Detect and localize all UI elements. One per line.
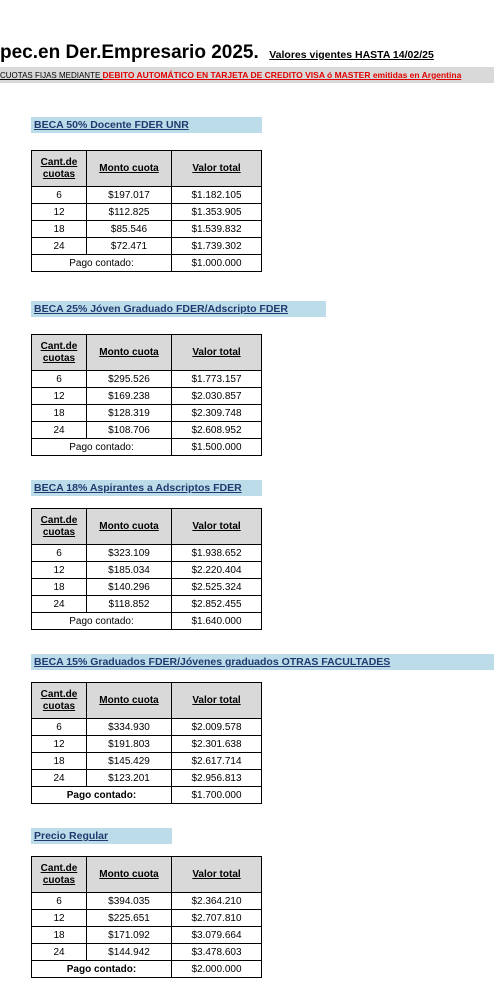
contado-value: $1.000.000	[172, 255, 262, 272]
table-row	[32, 944, 262, 961]
document-title-line	[0, 42, 434, 64]
cell-total: $2.364.210	[172, 893, 262, 910]
cell-total: $2.309.748	[172, 405, 262, 422]
cell-cuotas: 12	[32, 562, 87, 579]
notice-prefix: CUOTAS FIJAS MEDIANTE	[0, 71, 103, 80]
price-table-beca-25	[31, 334, 262, 456]
cell-monto: $144.942	[87, 944, 172, 961]
cell-cuotas: 24	[32, 596, 87, 613]
contado-row	[32, 613, 262, 630]
cell-total: $1.539.832	[172, 221, 262, 238]
header-monto: Monto cuota	[87, 509, 172, 545]
cell-monto: $112.825	[87, 204, 172, 221]
cell-monto: $171.092	[87, 927, 172, 944]
cell-monto: $118.852	[87, 596, 172, 613]
cell-cuotas: 6	[32, 719, 87, 736]
cell-monto: $225.651	[87, 910, 172, 927]
cell-cuotas: 18	[32, 579, 87, 596]
cell-monto: $191.803	[87, 736, 172, 753]
contado-label: Pago contado:	[32, 613, 172, 630]
section-header-beca-18	[31, 480, 262, 496]
cell-monto: $123.201	[87, 770, 172, 787]
contado-row	[32, 255, 262, 272]
contado-label: Pago contado:	[32, 439, 172, 456]
contado-label: Pago contado:	[32, 255, 172, 272]
cell-total: $1.773.157	[172, 371, 262, 388]
table-row	[32, 388, 262, 405]
contado-value: $1.500.000	[172, 439, 262, 456]
cell-monto: $72.471	[87, 238, 172, 255]
section-title: BECA 18% Aspirantes a Adscriptos FDER	[34, 482, 242, 494]
price-table-precio-regular	[31, 856, 262, 978]
table-row	[32, 422, 262, 439]
cell-total: $1.182.105	[172, 187, 262, 204]
table-header-row	[32, 509, 262, 545]
notice-highlight: DEBITO AUTOMÁTICO EN TARJETA DE CREDITO VISA ó MASTER emitidas en Argentina	[102, 70, 462, 80]
header-total: Valor total	[172, 683, 262, 719]
cell-monto: $140.296	[87, 579, 172, 596]
cell-monto: $323.109	[87, 545, 172, 562]
contado-row	[32, 961, 262, 978]
cell-total: $2.707.810	[172, 910, 262, 927]
table-row	[32, 927, 262, 944]
validity-date: Valores vigentes HASTA 14/02/25	[269, 49, 434, 61]
table-row	[32, 238, 262, 255]
table-row	[32, 187, 262, 204]
cell-total: $2.956.813	[172, 770, 262, 787]
section-title: BECA 15% Graduados FDER/Jóvenes graduados OTRAS FACULTADES	[34, 656, 391, 668]
cell-total: $2.617.714	[172, 753, 262, 770]
cell-cuotas: 12	[32, 736, 87, 753]
cell-cuotas: 12	[32, 388, 87, 405]
cell-monto: $394.035	[87, 893, 172, 910]
header-monto: Monto cuota	[87, 683, 172, 719]
contado-row	[32, 787, 262, 804]
cell-total: $2.220.404	[172, 562, 262, 579]
contado-label: Pago contado:	[32, 961, 172, 978]
price-table-beca-15	[31, 682, 262, 804]
table-row	[32, 596, 262, 613]
table-row	[32, 405, 262, 422]
cell-cuotas: 6	[32, 545, 87, 562]
cell-cuotas: 24	[32, 238, 87, 255]
cell-total: $3.079.664	[172, 927, 262, 944]
cell-total: $2.030.857	[172, 388, 262, 405]
table-row	[32, 719, 262, 736]
cell-total: $2.301.638	[172, 736, 262, 753]
cell-monto: $128.319	[87, 405, 172, 422]
document-title: pec.en Der.Empresario 2025.	[0, 42, 259, 63]
header-total: Valor total	[172, 335, 262, 371]
cell-monto: $108.706	[87, 422, 172, 439]
payment-notice	[0, 67, 494, 83]
cell-cuotas: 12	[32, 204, 87, 221]
cell-total: $1.739.302	[172, 238, 262, 255]
table-row	[32, 579, 262, 596]
cell-total: $2.009.578	[172, 719, 262, 736]
cell-cuotas: 6	[32, 187, 87, 204]
cell-monto: $85.546	[87, 221, 172, 238]
cell-monto: $185.034	[87, 562, 172, 579]
section-title: BECA 25% Jóven Graduado FDER/Adscripto FDER	[34, 303, 288, 315]
table-row	[32, 770, 262, 787]
cell-cuotas: 6	[32, 893, 87, 910]
table-header-row	[32, 683, 262, 719]
price-table-beca-18	[31, 508, 262, 630]
header-cuotas: Cant.de cuotas	[32, 683, 87, 719]
header-cuotas: Cant.de cuotas	[32, 509, 87, 545]
cell-cuotas: 18	[32, 405, 87, 422]
table-header-row	[32, 335, 262, 371]
header-monto: Monto cuota	[87, 857, 172, 893]
cell-cuotas: 24	[32, 944, 87, 961]
table-header-row	[32, 151, 262, 187]
table-row	[32, 893, 262, 910]
cell-cuotas: 24	[32, 770, 87, 787]
header-cuotas: Cant.de cuotas	[32, 335, 87, 371]
cell-cuotas: 12	[32, 910, 87, 927]
table-row	[32, 910, 262, 927]
header-total: Valor total	[172, 151, 262, 187]
header-monto: Monto cuota	[87, 151, 172, 187]
price-table-beca-50	[31, 150, 262, 272]
header-cuotas: Cant.de cuotas	[32, 151, 87, 187]
cell-monto: $334.930	[87, 719, 172, 736]
header-total: Valor total	[172, 857, 262, 893]
table-row	[32, 371, 262, 388]
table-row	[32, 753, 262, 770]
cell-total: $2.852.455	[172, 596, 262, 613]
section-header-beca-50	[31, 117, 262, 133]
table-row	[32, 204, 262, 221]
cell-cuotas: 18	[32, 753, 87, 770]
cell-cuotas: 18	[32, 221, 87, 238]
cell-total: $1.353.905	[172, 204, 262, 221]
section-header-precio-regular	[31, 828, 172, 844]
contado-value: $1.700.000	[172, 787, 262, 804]
cell-cuotas: 18	[32, 927, 87, 944]
section-header-beca-25	[31, 301, 326, 317]
section-title: Precio Regular	[34, 830, 109, 842]
section-header-beca-15	[31, 654, 494, 670]
contado-row	[32, 439, 262, 456]
cell-monto: $295.526	[87, 371, 172, 388]
cell-monto: $197.017	[87, 187, 172, 204]
header-cuotas: Cant.de cuotas	[32, 857, 87, 893]
cell-total: $1.938.652	[172, 545, 262, 562]
section-title: BECA 50% Docente FDER UNR	[34, 119, 189, 131]
cell-total: $2.608.952	[172, 422, 262, 439]
contado-value: $1.640.000	[172, 613, 262, 630]
cell-total: $3.478.603	[172, 944, 262, 961]
table-header-row	[32, 857, 262, 893]
contado-value: $2.000.000	[172, 961, 262, 978]
table-row	[32, 736, 262, 753]
cell-cuotas: 24	[32, 422, 87, 439]
table-row	[32, 562, 262, 579]
cell-monto: $169.238	[87, 388, 172, 405]
cell-cuotas: 6	[32, 371, 87, 388]
header-total: Valor total	[172, 509, 262, 545]
table-row	[32, 221, 262, 238]
cell-total: $2.525.324	[172, 579, 262, 596]
cell-monto: $145.429	[87, 753, 172, 770]
header-monto: Monto cuota	[87, 335, 172, 371]
contado-label: Pago contado:	[32, 787, 172, 804]
table-row	[32, 545, 262, 562]
